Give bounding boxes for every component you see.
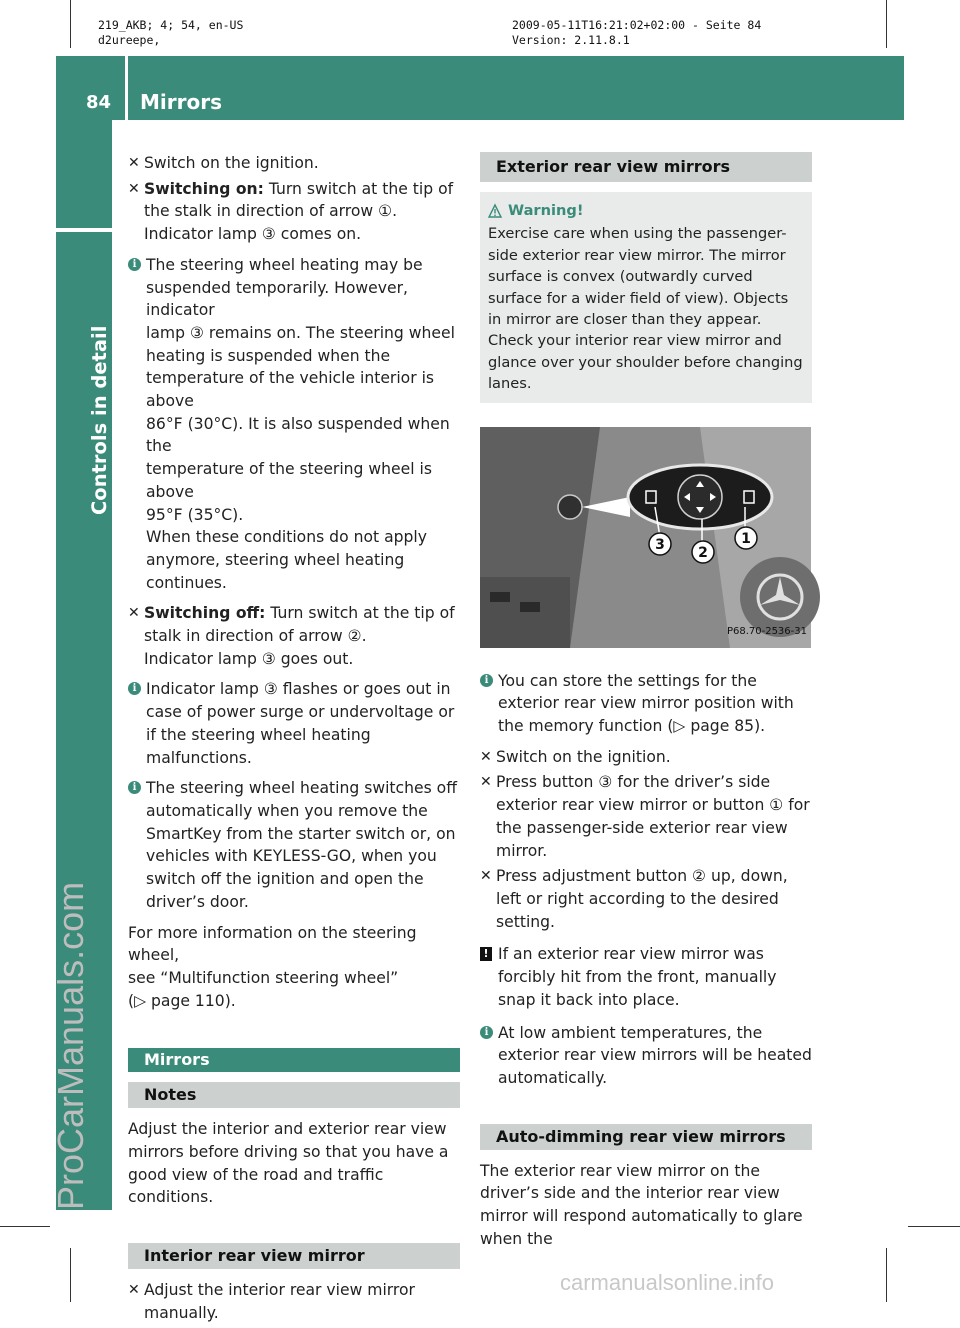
- step-text: Press adjustment button: [496, 867, 693, 886]
- info-text: The steering wheel heating switches off automatically when you remove the SmartKey from the starter switch or, on vehicles with KEYLESS-GO, when you switch off the ignition and open the driver’s door.: [146, 779, 457, 911]
- info-note: [128, 254, 460, 595]
- callout-number: ①: [378, 202, 393, 221]
- caution-icon: !: [480, 947, 492, 961]
- info-icon: i: [128, 781, 141, 794]
- watermark-side: ProCarManuals.com: [50, 881, 91, 1210]
- info-icon: i: [128, 682, 141, 695]
- crop-mark: [70, 1248, 71, 1302]
- side-tab-gap: [56, 228, 112, 232]
- callout-number: ③: [261, 225, 276, 244]
- step-sub-text-a: Indicator lamp: [144, 225, 262, 244]
- print-meta-right: [512, 18, 761, 48]
- step-item: [128, 152, 460, 175]
- info-text: flashes or goes out in case of power surge or undervoltage or if the steering wheel heating malfunctions.: [146, 680, 455, 767]
- info-icon: i: [480, 674, 493, 687]
- watermark-bottom: carmanualsonline.info: [560, 1270, 775, 1295]
- paragraph-line: (▷ page 110).: [128, 991, 236, 1010]
- step-text: Press button: [496, 773, 599, 792]
- photo-caption: P68.70-2536-31: [726, 625, 807, 637]
- info-icon: i: [480, 1026, 493, 1039]
- meta-left-line1: 219_AKB; 4; 54, en-US: [98, 18, 244, 32]
- page-number: 84: [86, 92, 112, 113]
- info-line: anymore, steering wheel heating: [146, 550, 405, 569]
- paragraph: [128, 922, 460, 1013]
- callout-number: ③: [189, 323, 204, 342]
- step-text: .: [392, 202, 398, 221]
- callout-number: ②: [347, 627, 362, 646]
- step-item: [480, 865, 812, 933]
- callout-3-label: 3: [655, 536, 665, 553]
- step-text: for the driver’s side exterior rear view mirror or button: [496, 773, 771, 815]
- step-text: for the passenger-side exterior rear view mirror.: [496, 796, 810, 860]
- step-item: [480, 746, 812, 769]
- warning-text: Exercise care when using the passenger-side exterior rear view mirror. The mirror surface is convex (outwardly curved surface for a wider field of view). Objects in mirror are closer than they appear. Check your interior rear view mirror and glance over your shoulder before changing lanes.: [488, 225, 803, 393]
- section-heading-autodim: Auto-dimming rear view mirrors: [480, 1124, 812, 1150]
- side-tab-label: Controls in detail: [88, 325, 111, 515]
- step-x-icon: ✕: [128, 605, 140, 622]
- callout-number: ③: [598, 773, 613, 792]
- info-line: 86°F (30°C). It is also suspended when the: [146, 414, 450, 456]
- step-x-icon: ✕: [128, 1282, 140, 1299]
- info-line: The steering wheel heating may be: [146, 255, 423, 274]
- step-bold-label: Switching off:: [144, 604, 266, 623]
- step-item: [128, 602, 460, 670]
- info-line: temperature of the steering wheel is above: [146, 460, 432, 501]
- print-meta-left: [98, 18, 243, 48]
- step-item: [480, 771, 812, 862]
- warning-triangle-icon: [488, 204, 502, 218]
- step-sub-text: [144, 223, 460, 246]
- step-x-icon: ✕: [128, 180, 140, 197]
- caution-note: [480, 943, 812, 1011]
- section-heading-exterior: Exterior rear view mirrors: [480, 152, 812, 182]
- step-text: up, down, left or right according to the desired setting.: [496, 867, 788, 931]
- info-note: [480, 1022, 812, 1090]
- warning-box: [480, 192, 812, 403]
- meta-right-line1: 2009-05-11T16:21:02+02:00 - Seite 84: [512, 18, 762, 32]
- crop-mark: [886, 1248, 887, 1302]
- crop-mark: [886, 0, 887, 48]
- section-heading-interior: Interior rear view mirror: [128, 1243, 460, 1269]
- info-note: [128, 777, 460, 913]
- autodim-paragraph: The exterior rear view mirror on the driver’s side and the interior rear view mirror will respond automatically to glare when the: [480, 1161, 803, 1248]
- page-title: Mirrors: [140, 90, 222, 114]
- step-sub-text-b: goes out.: [275, 649, 354, 668]
- info-line: continues.: [146, 573, 227, 592]
- info-note: [480, 670, 812, 738]
- callout-1-label: 1: [741, 530, 751, 547]
- info-text: At low ambient temperatures, the exterior rear view mirrors will be heated automatically.: [498, 1023, 812, 1087]
- callout-number: ①: [769, 796, 784, 815]
- callout-number: ③: [263, 680, 278, 699]
- crop-mark: [70, 0, 71, 48]
- info-text: remains on. The steering wheel: [203, 323, 455, 342]
- crop-mark: [0, 1226, 50, 1227]
- step-bold-label: Switching on:: [144, 179, 264, 198]
- step-sub-text-b: comes on.: [275, 225, 362, 244]
- left-column: [128, 152, 460, 1328]
- step-item: [128, 178, 460, 246]
- step-text: .: [361, 627, 367, 646]
- info-text: Indicator lamp: [146, 680, 264, 699]
- info-note: [128, 678, 460, 769]
- meta-left-line2: d2ureepe,: [98, 33, 161, 47]
- step-sub-text-a: Indicator lamp: [144, 649, 262, 668]
- step-sub-text: [144, 648, 460, 671]
- meta-right-line2: Version: 2.11.8.1: [512, 33, 630, 47]
- info-line: temperature of the vehicle interior is above: [146, 369, 435, 411]
- mirror-switch-photo: [480, 427, 811, 648]
- caution-text: If an exterior rear view mirror was forcibly hit from the front, manually snap it back into place.: [498, 945, 777, 1009]
- step-text: Turn switch at the tip of stalk in direction of arrow: [144, 604, 455, 646]
- step-x-icon: ✕: [480, 868, 492, 885]
- info-line: heating is suspended when the: [146, 346, 391, 365]
- step-x-icon: ✕: [480, 774, 492, 791]
- step-text: Switch on the ignition.: [144, 154, 319, 172]
- warning-title-text: Warning!: [508, 202, 584, 219]
- info-icon: i: [128, 258, 141, 271]
- step-text: Adjust the interior rear view mirror manually.: [144, 1281, 415, 1322]
- notes-paragraph: Adjust the interior and exterior rear view mirrors before driving so that you have a good view of the road and traffic conditions.: [128, 1120, 449, 1207]
- info-line: [146, 322, 460, 345]
- right-column: [480, 152, 812, 1253]
- step-item: [128, 1279, 460, 1324]
- info-text: You can store the settings for the exterior rear view mirror position with the memory function (▷ page 85).: [498, 671, 794, 736]
- warning-title: [488, 200, 804, 221]
- info-text: lamp: [146, 323, 190, 342]
- section-heading-notes: Notes: [128, 1082, 460, 1108]
- paragraph-line: For more information on the steering wheel,: [128, 923, 417, 965]
- info-line: 95°F (35°C).: [146, 505, 244, 524]
- callout-number: ③: [261, 649, 276, 668]
- step-x-icon: ✕: [480, 748, 492, 765]
- section-heading-mirrors: Mirrors: [128, 1048, 460, 1072]
- callout-number: ②: [692, 867, 707, 886]
- crop-mark: [908, 1226, 960, 1227]
- paragraph-line: see “Multifunction steering wheel”: [128, 968, 399, 987]
- header-divider: [125, 56, 128, 120]
- step-text: Switch on the ignition.: [496, 747, 671, 766]
- step-x-icon: ✕: [128, 155, 140, 171]
- info-line: When these conditions do not apply: [146, 528, 427, 547]
- photo-illustration: [480, 427, 811, 648]
- info-line: suspended temporarily. However, indicator: [146, 278, 408, 320]
- callout-2-label: 2: [698, 544, 708, 561]
- step-text: Turn switch at the tip of the stalk in direction of arrow: [144, 179, 454, 221]
